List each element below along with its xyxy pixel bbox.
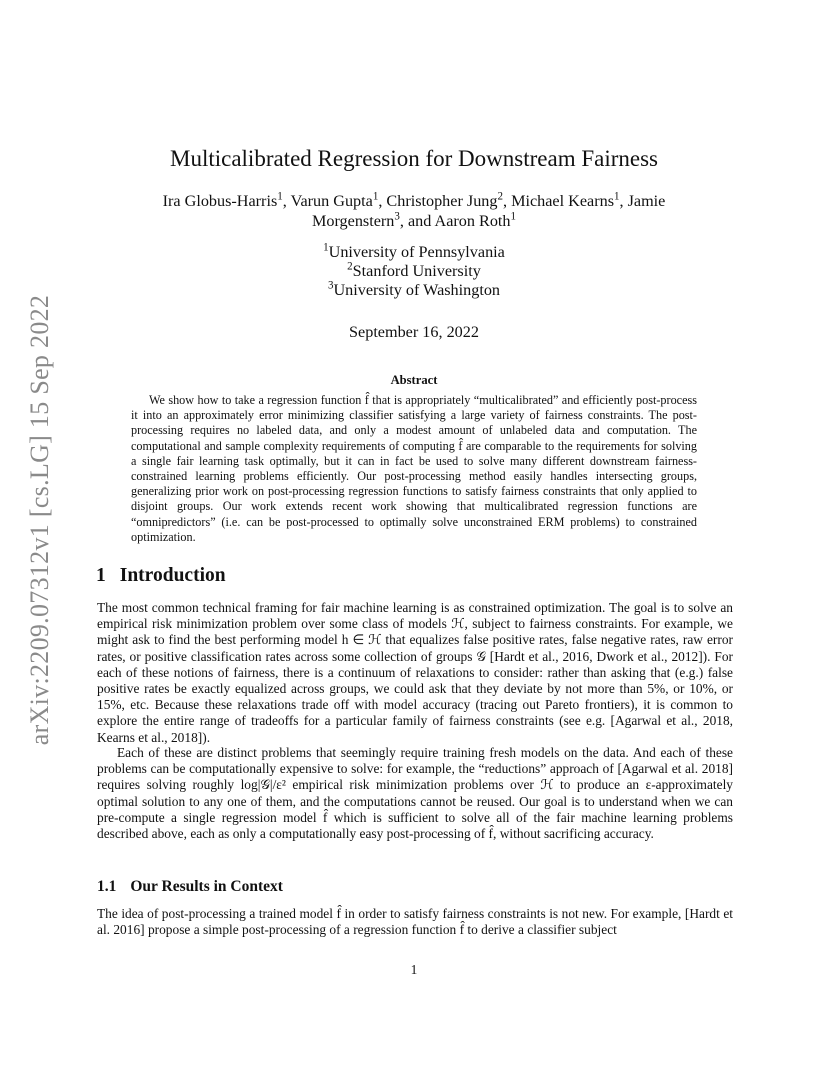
arxiv-sidebar: [25, 290, 55, 750]
intro-paragraph-1: The most common technical framing for fair machine learning is as constrained optimization. The goal is to solve an empirical risk minimization problem over some class of models ℋ, subject to fairness constraints. For example, we might ask to find the best performing model h ∈ ℋ that equalizes false positive rates, false negative rates, raw error rates, or positive classification rates across some collection of groups 𝒢 [Hardt et al., 2016, Dwork et al., 2012]). For each of these notions of fairness, there is a continuum of relaxations to consider: rather than asking that (e.g.) false positive rates be exactly equalized across groups, we could ask that they deviate by not more than 5%, or 10%, or 15%, etc. Because these relaxations trade off with model accuracy (tracing out Pareto frontiers), it is common to explore the entire range of tradeoffs for a particular family of fairness constraints (see e.g. [Agarwal et al., 2018, Kearns et al., 2018]).: [97, 600, 733, 745]
author-affiliation-mark: 1: [510, 210, 517, 223]
page-number: 1: [410, 962, 418, 977]
subsection-title: Our Results in Context: [130, 878, 283, 895]
author-name: Michael Kearns: [511, 192, 615, 210]
section-heading-introduction: [96, 565, 226, 587]
author-list: Ira Globus-Harris$^1$, Varun Gupta$^1$, Christopher Jung$^2$, Michael Kearns$^1$, Jamie Morgenstern$^3$, and Aaron Roth$^1$: [162, 190, 666, 230]
section-title: Introduction: [119, 565, 226, 586]
results-paragraph-1: The idea of post-processing a trained model f̂ in order to satisfy fairness constraints is not new. For example, [Hardt et al. 2016] propose a simple post-processing of a regression function f̂ to derive a classifier subject: [97, 906, 733, 938]
subsection-heading-results: [97, 878, 283, 896]
author-affiliation-mark: 3: [394, 210, 400, 223]
affiliation: $^3$University of Washington: [327, 279, 501, 299]
author-affiliation-mark: 1: [372, 190, 379, 203]
author-affiliation-mark: 2: [497, 190, 503, 203]
author-name: Christopher Jung: [386, 192, 498, 210]
section-number: 1: [96, 565, 106, 586]
publication-date: September 16, 2022: [349, 323, 479, 341]
author-name: Jamie Morgenstern: [311, 192, 666, 230]
author-affiliation-mark: 1: [277, 190, 283, 203]
author-name: Varun Gupta: [290, 192, 373, 210]
author-affiliation-mark: 1: [614, 190, 620, 203]
affiliation: $^2$Stanford University: [347, 260, 481, 280]
intro-paragraph-2: Each of these are distinct problems that seemingly require training fresh models on the data. And each of these problems can be computationally expensive to solve: for example, the “reductions” approach of [Agarwal et al. 2018] requires solving roughly log|𝒢|/ε² empirical risk minimization problems over ℋ to produce an ε-approximately optimal solution to any one of them, and the computations cannot be reused. Our goal is to understand when we can pre-compute a single regression model f̂ which is sufficient to solve all of the fair machine learning problems described above, each as only a computationally easy post-processing of f̂, without sacrificing accuracy.: [97, 745, 733, 842]
abstract-text: We show how to take a regression function f̂ that is appropriately “multicalibrated” and efficiently post-process it into an approximately error minimizing classifier satisfying a large variety of fairness constraints. The post-processing requires no labeled data, and only a modest amount of unlabeled data and computation. The computational and sample complexity requirements of computing f̂ are comparable to the requirements for solving a single fair learning task optimally, but it can in fact be used to solve many different downstream fairness-constrained learning problems efficiently. Our post-processing method easily handles intersecting groups, generalizing prior work on post-processing regression functions to satisfy fairness constraints that only applied to disjoint groups. Our work extends recent work showing that multicalibrated regression functions are “omnipredictors” (i.e. can be post-processed to optimally solve unconstrained ERM problems) to constrained optimization.: [131, 393, 697, 544]
affiliation-list: [96, 243, 732, 300]
author-name: Ira Globus-Harris: [162, 192, 278, 210]
subsection-number: 1.1: [97, 878, 117, 895]
abstract-heading: Abstract: [390, 373, 438, 387]
arxiv-identifier: arXiv:2209.07312v1 [cs.LG] 15 Sep 2022: [25, 294, 54, 746]
affiliation: $^1$University of Pennsylvania: [323, 241, 505, 261]
paper-title: Multicalibrated Regression for Downstream Fairness: [170, 146, 658, 171]
author-name: Aaron Roth: [434, 212, 511, 230]
